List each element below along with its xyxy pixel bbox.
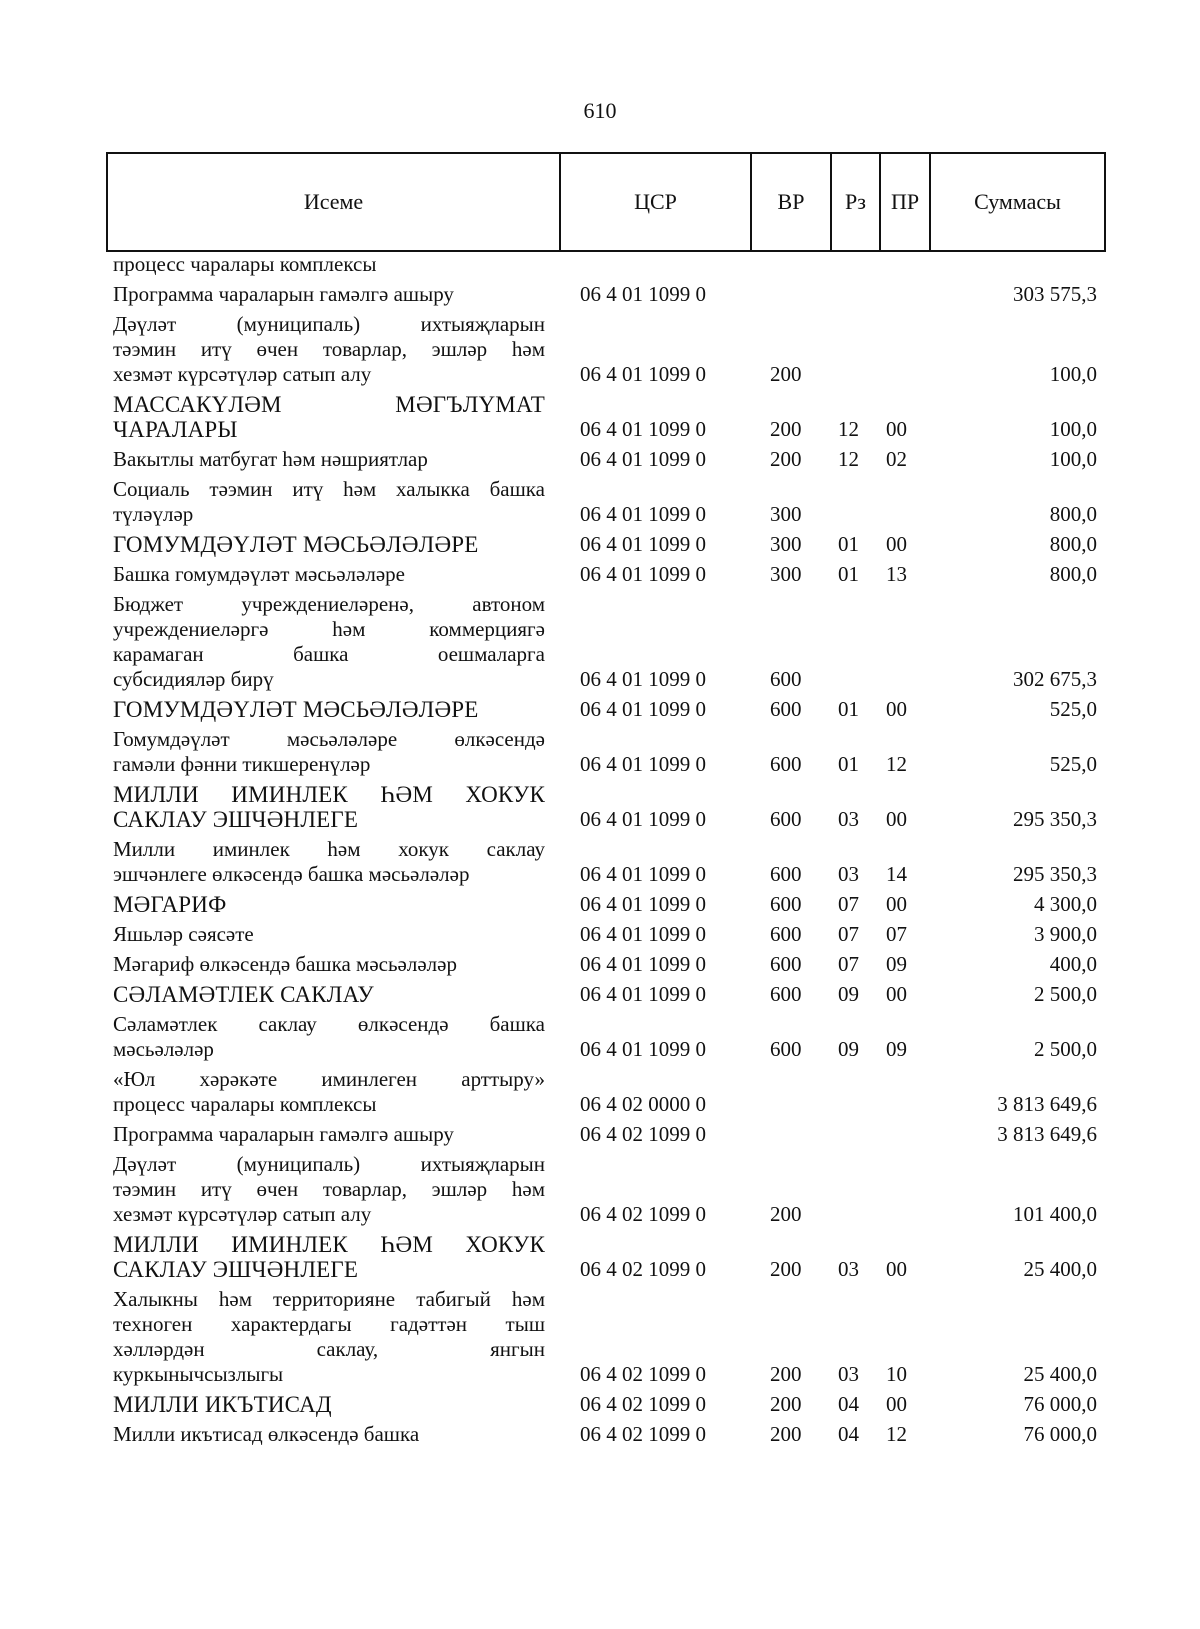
- table-body: [0, 252, 1200, 1447]
- row-name-line: Социаль тәэмин итү һәм халыкка башка: [113, 477, 545, 501]
- header-sum: Суммасы: [974, 189, 1061, 214]
- row-sum: 800,0: [1049, 502, 1097, 526]
- row-rz: 04: [838, 1392, 859, 1416]
- row-name-line: Программа чараларын гамәлгә ашыру: [113, 1122, 454, 1146]
- row-name-line: СӘЛАМӘТЛЕК САКЛАУ: [113, 982, 374, 1007]
- row-csr: 06 4 01 1099 0: [580, 502, 706, 526]
- row-csr: 06 4 01 1099 0: [580, 532, 706, 556]
- row-csr: 06 4 02 1099 0: [580, 1202, 706, 1226]
- table-row: [0, 592, 1200, 692]
- row-rz: 09: [838, 982, 859, 1006]
- row-name-line: хезмәт күрсәтүләр сатып алу: [113, 1202, 372, 1226]
- row-name: [113, 282, 545, 307]
- row-sum: 2 500,0: [1034, 1037, 1097, 1061]
- row-name-line: түләүләр: [113, 502, 194, 526]
- row-csr: 06 4 02 1099 0: [580, 1257, 706, 1281]
- row-rz: 03: [838, 1362, 859, 1386]
- row-name-line: Программа чараларын гамәлгә ашыру: [113, 282, 454, 306]
- row-name-line: тәэмин итү өчен товарлар, эшләр һәм: [113, 1177, 545, 1201]
- row-csr: 06 4 01 1099 0: [580, 862, 706, 886]
- row-csr: 06 4 01 1099 0: [580, 1037, 706, 1061]
- table-row: [0, 922, 1200, 947]
- row-csr: 06 4 01 1099 0: [580, 417, 706, 441]
- row-name-line: эшчәнлеге өлкәсендә башка мәсьәләләр: [113, 862, 470, 886]
- row-sum: 100,0: [1049, 417, 1097, 441]
- table-row: [0, 1392, 1200, 1417]
- row-name-line: «Юл хәрәкәте иминлеген арттыру»: [113, 1067, 545, 1091]
- row-name-line: Дәүләт (муниципаль) ихтыяҗларын: [113, 1152, 545, 1176]
- row-vr: 200: [770, 1392, 802, 1416]
- row-vr: 300: [770, 532, 802, 556]
- row-name-line: хезмәт күрсәтүләр сатып алу: [113, 362, 372, 386]
- row-sum: 295 350,3: [1013, 807, 1097, 831]
- row-vr: 600: [770, 892, 802, 916]
- row-rz: 04: [838, 1422, 859, 1446]
- table-row: [0, 312, 1200, 387]
- row-sum: 76 000,0: [1023, 1392, 1097, 1416]
- row-vr: 600: [770, 862, 802, 886]
- row-vr: 600: [770, 667, 802, 691]
- row-rz: 03: [838, 862, 859, 886]
- row-name-line: Сәламәтлек саклау өлкәсендә башка: [113, 1012, 545, 1036]
- row-pr: 00: [886, 1257, 907, 1281]
- row-pr: 00: [886, 532, 907, 556]
- row-sum: 76 000,0: [1023, 1422, 1097, 1446]
- row-csr: 06 4 01 1099 0: [580, 892, 706, 916]
- row-sum: 101 400,0: [1013, 1202, 1097, 1226]
- row-sum: 303 575,3: [1013, 282, 1097, 306]
- table-row: [0, 532, 1200, 557]
- table-row: [0, 782, 1200, 832]
- row-pr: 12: [886, 752, 907, 776]
- row-vr: 600: [770, 752, 802, 776]
- row-name: [113, 982, 545, 1007]
- row-csr: 06 4 01 1099 0: [580, 667, 706, 691]
- row-sum: 100,0: [1049, 447, 1097, 471]
- row-csr: 06 4 01 1099 0: [580, 447, 706, 471]
- row-sum: 3 900,0: [1034, 922, 1097, 946]
- row-pr: 02: [886, 447, 907, 471]
- row-name-line: МӘГАРИФ: [113, 892, 227, 917]
- row-name: [113, 952, 545, 977]
- row-rz: 12: [838, 417, 859, 441]
- header-vr: ВР: [752, 154, 832, 250]
- row-name: [113, 727, 545, 777]
- table-row: [0, 1122, 1200, 1147]
- row-name: [113, 782, 545, 832]
- row-name-line: МИЛЛИ ИКЪТИСАД: [113, 1392, 332, 1417]
- table-row: [0, 477, 1200, 527]
- row-name: [113, 1122, 545, 1147]
- row-csr: 06 4 01 1099 0: [580, 282, 706, 306]
- row-sum: 525,0: [1049, 752, 1097, 776]
- table-header: [106, 152, 1106, 252]
- row-rz: 12: [838, 447, 859, 471]
- row-sum: 2 500,0: [1034, 982, 1097, 1006]
- row-sum: 25 400,0: [1023, 1257, 1097, 1281]
- table-row: [0, 1152, 1200, 1227]
- row-pr: 00: [886, 1392, 907, 1416]
- row-name-line: Халыкны һәм территорияне табигый һәм: [113, 1287, 545, 1311]
- row-vr: 300: [770, 502, 802, 526]
- row-csr: 06 4 01 1099 0: [580, 752, 706, 776]
- row-csr: 06 4 02 1099 0: [580, 1392, 706, 1416]
- table-row: [0, 392, 1200, 442]
- row-name: [113, 697, 545, 722]
- row-sum: 525,0: [1049, 697, 1097, 721]
- row-name-line: Милли икътисад өлкәсендә башка: [113, 1422, 420, 1446]
- row-pr: 00: [886, 417, 907, 441]
- row-rz: 01: [838, 752, 859, 776]
- row-vr: 600: [770, 922, 802, 946]
- row-name-line: гамәли фәнни тикшеренүләр: [113, 752, 371, 776]
- row-name-line: ЧАРАЛАРЫ: [113, 417, 238, 442]
- row-name: [113, 562, 545, 587]
- row-name-line: куркынычсызлыгы: [113, 1362, 284, 1386]
- row-pr: 14: [886, 862, 907, 886]
- row-sum: 25 400,0: [1023, 1362, 1097, 1386]
- row-name-line: Бюджет учреждениеләренә, автоном: [113, 592, 545, 616]
- row-name: [113, 312, 545, 387]
- row-name: [113, 447, 545, 472]
- row-sum: 800,0: [1049, 562, 1097, 586]
- header-csr: ЦСР: [561, 154, 752, 250]
- row-sum: 3 813 649,6: [997, 1092, 1097, 1116]
- row-pr: 00: [886, 982, 907, 1006]
- row-name: [113, 837, 545, 887]
- row-name-line: техноген характердагы гадәттән тыш: [113, 1312, 545, 1336]
- row-name-line: мәсьәләләр: [113, 1037, 214, 1061]
- row-pr: 07: [886, 922, 907, 946]
- table-row: [0, 282, 1200, 307]
- row-pr: 00: [886, 697, 907, 721]
- row-name: [113, 1012, 545, 1062]
- row-vr: 600: [770, 982, 802, 1006]
- row-name-line: Милли иминлек һәм хокук саклау: [113, 837, 545, 861]
- row-name-line: тәэмин итү өчен товарлар, эшләр һәм: [113, 337, 545, 361]
- row-csr: 06 4 01 1099 0: [580, 952, 706, 976]
- table-row: [0, 1067, 1200, 1117]
- table-row: [0, 447, 1200, 472]
- row-vr: 600: [770, 952, 802, 976]
- table-row: [0, 952, 1200, 977]
- row-csr: 06 4 01 1099 0: [580, 922, 706, 946]
- row-sum: 302 675,3: [1013, 667, 1097, 691]
- row-vr: 300: [770, 562, 802, 586]
- row-name-line: Вакытлы матбугат һәм нәшриятлар: [113, 447, 428, 471]
- table-row: [0, 837, 1200, 887]
- row-sum: 800,0: [1049, 532, 1097, 556]
- row-name-line: субсидияләр бирү: [113, 667, 274, 691]
- table-row: [0, 1422, 1200, 1447]
- row-csr: 06 4 02 1099 0: [580, 1422, 706, 1446]
- row-name-line: МАССАКҮЛӘМ МӘГЪЛҮМАТ: [113, 392, 545, 417]
- row-name: [113, 477, 545, 527]
- row-vr: 600: [770, 807, 802, 831]
- row-name: [113, 1392, 545, 1417]
- row-vr: 200: [770, 1362, 802, 1386]
- header-rz: Рз: [832, 154, 881, 250]
- row-name: [113, 922, 545, 947]
- row-sum: 400,0: [1049, 952, 1097, 976]
- table-row: [0, 562, 1200, 587]
- row-pr: 00: [886, 807, 907, 831]
- row-name-line: карамаган башка оешмаларга: [113, 642, 545, 666]
- table-row: [0, 697, 1200, 722]
- row-pr: 09: [886, 1037, 907, 1061]
- row-pr: 12: [886, 1422, 907, 1446]
- row-vr: 200: [770, 1202, 802, 1226]
- row-name: [113, 592, 545, 692]
- row-rz: 09: [838, 1037, 859, 1061]
- row-csr: 06 4 01 1099 0: [580, 697, 706, 721]
- row-rz: 01: [838, 532, 859, 556]
- row-csr: 06 4 01 1099 0: [580, 982, 706, 1006]
- row-vr: 200: [770, 362, 802, 386]
- row-name-line: учреждениеләргә һәм коммерциягә: [113, 617, 545, 641]
- row-name-line: МИЛЛИ ИМИНЛЕК ҺӘМ ХОКУК: [113, 782, 545, 807]
- row-pr: 13: [886, 562, 907, 586]
- row-rz: 07: [838, 892, 859, 916]
- table-row: [0, 1232, 1200, 1282]
- row-csr: 06 4 01 1099 0: [580, 562, 706, 586]
- row-name: [113, 1067, 545, 1117]
- row-name-line: МИЛЛИ ИМИНЛЕК ҺӘМ ХОКУК: [113, 1232, 545, 1257]
- row-name-line: САКЛАУ ЭШЧӘНЛЕГЕ: [113, 1257, 359, 1282]
- row-vr: 200: [770, 1257, 802, 1281]
- row-sum: 100,0: [1049, 362, 1097, 386]
- row-rz: 03: [838, 807, 859, 831]
- row-rz: 03: [838, 1257, 859, 1281]
- row-name-line: Мәгариф өлкәсендә башка мәсьәләләр: [113, 952, 457, 976]
- row-name-line: ГОМУМДӘҮЛӘТ МӘСЬӘЛӘЛӘРЕ: [113, 697, 479, 722]
- row-name-line: САКЛАУ ЭШЧӘНЛЕГЕ: [113, 807, 359, 832]
- row-name: [113, 1152, 545, 1227]
- row-csr: 06 4 02 1099 0: [580, 1122, 706, 1146]
- row-rz: 01: [838, 562, 859, 586]
- row-sum: 295 350,3: [1013, 862, 1097, 886]
- row-name: [113, 1422, 545, 1447]
- row-name-line: Яшьләр сәясәте: [113, 922, 254, 946]
- row-sum: 4 300,0: [1034, 892, 1097, 916]
- row-name: [113, 532, 545, 557]
- header-pr: ПР: [881, 154, 931, 250]
- page-number: 610: [583, 98, 617, 123]
- row-rz: 07: [838, 952, 859, 976]
- row-vr: 200: [770, 447, 802, 471]
- row-csr: 06 4 01 1099 0: [580, 362, 706, 386]
- row-name: [113, 892, 545, 917]
- row-name-line: процесс чаралары комплексы: [113, 1092, 377, 1116]
- row-name: [113, 1232, 545, 1282]
- row-csr: 06 4 02 0000 0: [580, 1092, 706, 1116]
- row-name-line: процесс чаралары комплексы: [113, 252, 377, 276]
- row-name: [113, 252, 545, 277]
- row-vr: 600: [770, 697, 802, 721]
- row-name: [113, 1287, 545, 1387]
- table-row: [0, 1012, 1200, 1062]
- row-csr: 06 4 02 1099 0: [580, 1362, 706, 1386]
- row-rz: 07: [838, 922, 859, 946]
- table-row: [0, 892, 1200, 917]
- table-row: [0, 727, 1200, 777]
- row-pr: 00: [886, 892, 907, 916]
- table-row: [0, 982, 1200, 1007]
- header-name: Исеме: [108, 154, 561, 250]
- row-name-line: Дәүләт (муниципаль) ихтыяҗларын: [113, 312, 545, 336]
- row-name-line: Гомумдәүләт мәсьәләләре өлкәсендә: [113, 727, 545, 751]
- row-vr: 200: [770, 1422, 802, 1446]
- row-vr: 200: [770, 417, 802, 441]
- table-row: [0, 1287, 1200, 1387]
- row-sum: 3 813 649,6: [997, 1122, 1097, 1146]
- row-pr: 09: [886, 952, 907, 976]
- row-vr: 600: [770, 1037, 802, 1061]
- row-rz: 01: [838, 697, 859, 721]
- row-name: [113, 392, 545, 442]
- row-pr: 10: [886, 1362, 907, 1386]
- row-csr: 06 4 01 1099 0: [580, 807, 706, 831]
- row-name-line: хәлләрдән саклау, янгын: [113, 1337, 545, 1361]
- row-name-line: ГОМУМДӘҮЛӘТ МӘСЬӘЛӘЛӘРЕ: [113, 532, 479, 557]
- table-row: [0, 252, 1200, 277]
- row-name-line: Башка гомумдәүләт мәсьәләләре: [113, 562, 405, 586]
